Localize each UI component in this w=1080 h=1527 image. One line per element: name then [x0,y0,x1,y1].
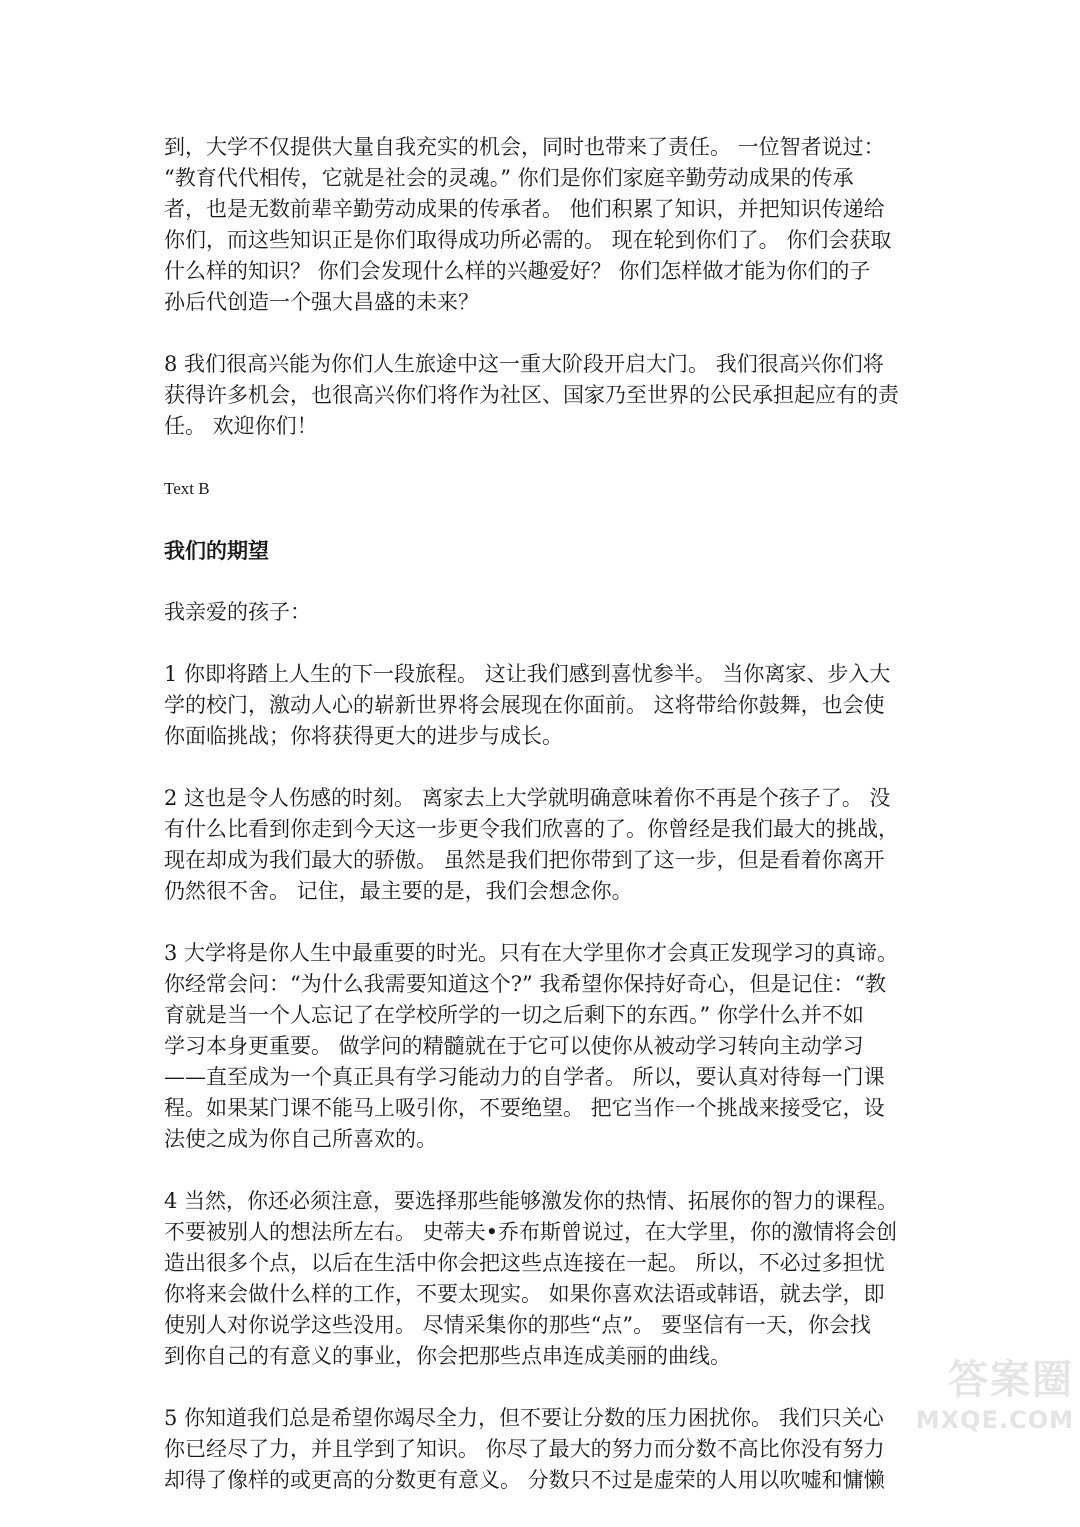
text-a-continuation [164,132,924,442]
paragraph-line: 5 你知道我们总是希望你竭尽全力，但不要让分数的压力困扰你。 我们只关心 [164,1406,884,1430]
paragraph-line: 孙后代创造一个强大昌盛的未来？ [164,290,479,314]
paragraph-line: 学的校门，激动人心的崭新世界将会展现在你面前。 这将带给你鼓舞，也会使 [164,693,885,717]
paragraph-line: 仍然很不舍。 记住，最主要的是，我们会想念你。 [164,879,633,903]
paragraph-line: 到，大学不仅提供大量自我充实的机会，同时也带来了责任。 一位智者说过： [164,135,885,159]
text-b-paragraphs [164,659,924,1496]
section-label: Text B [164,479,210,498]
paragraph-line: 你将来会做什么样的工作，不要太现实。 如果你喜欢法语或韩语，就去学，即 [164,1282,885,1306]
watermark-logo [864,1348,1074,1438]
paragraph-line: 学习本身更重要。 做学问的精髓就在于它可以使你从被动学习转向主动学习 [164,1034,864,1058]
section-title: 我们的期望 [164,538,269,563]
paragraph-line: 不要被别人的想法所左右。 史蒂夫•乔布斯曾说过，在大学里，你的激情将会创 [164,1220,898,1244]
watermark-url: MXQE.COM [915,1406,1074,1434]
paragraph-line: 你已经尽了力，并且学到了知识。 你尽了最大的努力而分数不高比你没有努力 [164,1437,885,1461]
paragraph-line: 8 我们很高兴能为你们人生旅途中这一重大阶段开启大门。 我们很高兴你们将 [164,352,884,376]
paragraph-line: 什么样的知识？ 你们会发现什么样的兴趣爱好？ 你们怎样做才能为你们的子 [164,259,871,283]
paragraph-line: 你经常会问：“为什么我需要知道这个?” 我希望你保持好奇心，但是记住：“教 [164,972,887,996]
paragraph-line: 程。如果某门课不能马上吸引你，不要绝望。 把它当作一个挑战来接受它，设 [164,1096,885,1120]
paragraph [164,132,924,318]
paragraph-line: 任。 欢迎你们！ [164,414,318,438]
paragraph [164,349,924,442]
paragraph-line: 使别人对你说学这些没用。 尽情采集你的那些“点”。 要坚信有一天，你会找 [164,1313,871,1337]
paragraph-line: 现在却成为我们最大的骄傲。 虽然是我们把你带到了这一步，但是看着你离开 [164,848,885,872]
paragraph-line: 4 当然，你还必须注意，要选择那些能够激发你的热情、拓展你的智力的课程。 [164,1189,899,1213]
paragraph-line: 却得了像样的或更高的分数更有意义。 分数只不过是虚荣的人用以吹嘘和慵懒 [164,1468,885,1492]
paragraph [164,783,924,907]
paragraph-line: ——直至成为一个真正具有学习能动力的自学者。 所以，要认真对待每一门课 [164,1065,885,1089]
paragraph-line: 获得许多机会，也很高兴你们将作为社区、国家乃至世界的公民承担起应有的责 [164,383,899,407]
paragraph-line: 3 大学将是你人生中最重要的时光。只有在大学里你才会真正发现学习的真谛。 [164,941,899,965]
paragraph [164,938,924,1155]
document-body [164,132,924,1527]
paragraph-line: “教育代代相传，它就是社会的灵魂。” 你们是你们家庭辛勤劳动成果的传承 [164,166,854,190]
paragraph-line: 育就是当一个人忘记了在学校所学的一切之后剩下的东西。” 你学什么并不如 [164,1003,864,1027]
paragraph-line: 你面临挑战；你将获得更大的进步与成长。 [164,724,563,748]
watermark-text-wrap [864,1348,1074,1404]
watermark-text: 答案圈 [948,1356,1074,1403]
paragraph-line: 到你自己的有意义的事业，你会把那些点串连成美丽的曲线。 [164,1344,731,1368]
salutation [164,597,924,628]
paragraph-line: 2 这也是令人伤感的时刻。 离家去上大学就明确意味着你不再是个孩子了。 没 [164,786,891,810]
paragraph-line: 有什么比看到你走到今天这一步更令我们欣喜的了。你曾经是我们最大的挑战， [164,817,899,841]
paragraph-line: 者，也是无数前辈辛勤劳动成果的传承者。 他们积累了知识，并把知识传递给 [164,197,885,221]
paragraph-line: 1 你即将踏上人生的下一段旅程。 这让我们感到喜忧参半。 当你离家、步入大 [164,662,891,686]
paragraph-line: 造出很多个点，以后在生活中你会把这些点连接在一起。 所以，不必过多担忧 [164,1251,885,1275]
paragraph-line: 你们，而这些知识正是你们取得成功所必需的。 现在轮到你们了。 你们会获取 [164,228,892,252]
salutation-line: 我亲爱的孩子： [164,600,311,624]
paragraph-line: 法使之成为你自己所喜欢的。 [164,1127,437,1151]
paragraph [164,1403,924,1496]
paragraph [164,659,924,752]
paragraph [164,1186,924,1372]
